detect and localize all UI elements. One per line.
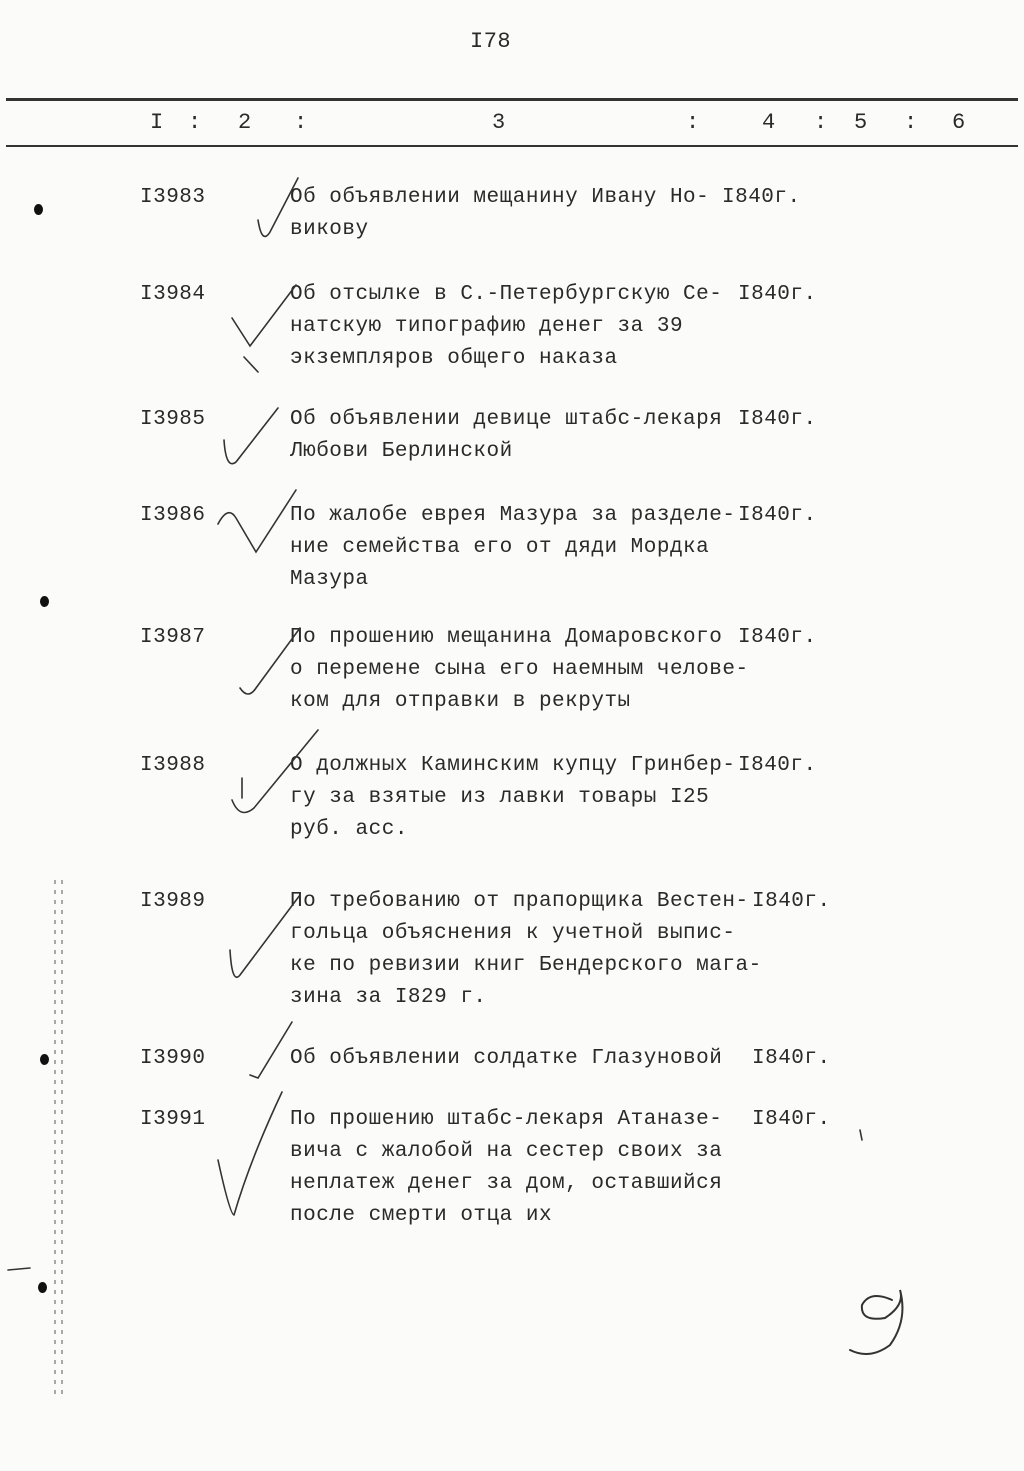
entry-description-line: руб. асс. <box>290 818 408 841</box>
entry-description-line: ком для отправки в рекруты <box>290 690 631 713</box>
entry-description-line: Об объявлении солдатке Глазуновой <box>290 1047 723 1070</box>
entry-year: I840г. <box>738 754 817 777</box>
entry-description-line: экземпляров общего наказа <box>290 347 618 370</box>
entry-number: I3987 <box>140 626 206 649</box>
margin-tick-icon <box>860 1130 862 1140</box>
entry-description-line: гольца объяснения к учетной выпис- <box>290 922 736 945</box>
column-1: I <box>150 110 164 135</box>
entry-description-line: неплатеж денег за дом, оставшийся <box>290 1172 723 1195</box>
column-2: 2 <box>238 110 252 135</box>
handwritten-nine-icon <box>850 1290 902 1354</box>
check-mark-icon <box>250 1022 292 1078</box>
column-4: 4 <box>762 110 776 135</box>
page-number: I78 <box>470 29 512 54</box>
check-mark-icon <box>240 628 300 694</box>
entry-description-line: По требованию от прапорщика Вестен- <box>290 890 749 913</box>
entry-number: I3983 <box>140 186 206 209</box>
entry-description-line: вича с жалобой на сестер своих за <box>290 1140 723 1163</box>
punch-hole-icon <box>38 1282 47 1293</box>
entry-number: I3989 <box>140 890 206 913</box>
entry-number: I3990 <box>140 1047 206 1070</box>
check-mark-icon <box>232 285 296 372</box>
check-mark-icon <box>232 730 318 813</box>
column-6: 6 <box>952 110 966 135</box>
separator: : <box>904 110 918 135</box>
separator: : <box>686 110 700 135</box>
check-mark-icon <box>230 895 300 977</box>
entry-number: I3985 <box>140 408 206 431</box>
entry-description-line: О должных Каминским купцу Гринбер- <box>290 754 736 777</box>
punch-hole-icon <box>40 596 49 607</box>
separator: : <box>294 110 308 135</box>
check-mark-icon <box>224 408 278 464</box>
entry-description-line: По прошению штабс-лекаря Атаназе- <box>290 1108 723 1131</box>
entry-year: I840г. <box>752 1047 831 1070</box>
column-5: 5 <box>854 110 868 135</box>
punch-hole-icon <box>34 204 43 215</box>
entry-number: I3988 <box>140 754 206 777</box>
entry-description-line: Об объявлении девице штабс-лекаря <box>290 408 723 431</box>
entry-description-line: натскую типографию денег за 39 <box>290 315 684 338</box>
entry-description-line: гу за взятые из лавки товары I25 <box>290 786 710 809</box>
entry-description-line: Мазура <box>290 568 369 591</box>
entry-description-line: о перемене сына его наемным челове- <box>290 658 749 681</box>
separator: : <box>188 110 202 135</box>
entry-year: I840г. <box>738 504 817 527</box>
entry-description-line: ке по ревизии книг Бендерского мага- <box>290 954 762 977</box>
entry-year: I840г. <box>722 186 801 209</box>
check-mark-icon <box>218 490 296 552</box>
entry-description-line: По прошению мещанина Домаровского <box>290 626 723 649</box>
entry-description-line: зина за I829 г. <box>290 986 487 1009</box>
punch-hole-icon <box>40 1054 49 1065</box>
entry-description-line: Об отсылке в С.-Петербургскую Се- <box>290 283 723 306</box>
check-mark-icon <box>258 178 298 236</box>
entry-description-line: Об объявлении мещанину Ивану Но- <box>290 186 710 209</box>
entry-year: I840г. <box>752 1108 831 1131</box>
entry-number: I3984 <box>140 283 206 306</box>
entry-description-line: ние семейства его от дяди Мордка <box>290 536 710 559</box>
separator: : <box>814 110 828 135</box>
entry-description-line: викову <box>290 218 369 241</box>
entry-number: I3986 <box>140 504 206 527</box>
entry-year: I840г. <box>738 408 817 431</box>
entry-year: I840г. <box>738 626 817 649</box>
entry-description-line: По жалобе еврея Мазура за разделе- <box>290 504 736 527</box>
entry-description-line: Любови Берлинской <box>290 440 513 463</box>
entry-year: I840г. <box>752 890 831 913</box>
column-3: 3 <box>492 110 506 135</box>
entry-year: I840г. <box>738 283 817 306</box>
entry-number: I3991 <box>140 1108 206 1131</box>
margin-tick-icon <box>8 1268 30 1270</box>
entry-description-line: после смерти отца их <box>290 1204 553 1227</box>
check-mark-icon <box>218 1092 282 1215</box>
